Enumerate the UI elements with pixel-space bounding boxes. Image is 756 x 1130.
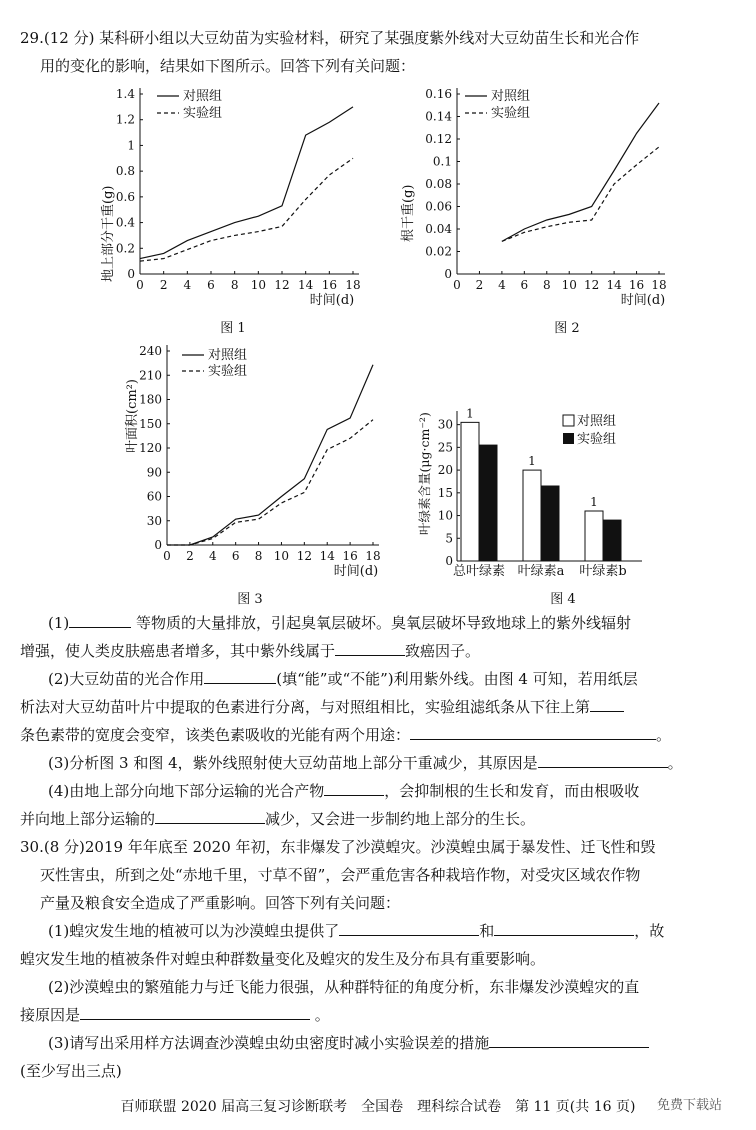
y-tick-label: 5 <box>445 531 453 546</box>
q30-line3: 产量及粮食安全造成了严重影响。回答下列有关问题： <box>40 894 401 912</box>
q30-sub3-text1: (3)请写出采用样方法调查沙漠蝗虫幼虫密度时减小实验误差的措施 <box>48 1034 490 1052</box>
y-tick-label: 150 <box>139 416 162 431</box>
fig2-legend-experiment: 实验组 <box>491 106 531 121</box>
q30-sub3-blank1[interactable] <box>489 1031 649 1048</box>
y-tick-label: 0.8 <box>115 164 135 179</box>
y-tick-label: 240 <box>139 344 162 358</box>
category-label: 叶绿素b <box>579 564 627 579</box>
q30-number: 30. <box>20 838 44 856</box>
q30-sub1-blank1[interactable] <box>339 919 479 936</box>
q30-sub2-text1: (2)沙漠蝗虫的繁殖能力与迁飞能力很强，从种群特征的角度分析，东非爆发沙漠蝗灾的直 <box>48 978 640 996</box>
q29-sub2 <box>48 665 736 693</box>
y-tick-label: 30 <box>146 513 162 528</box>
q30-sub1-text3: ，故 <box>634 922 665 940</box>
y-tick-label: 1 <box>127 138 135 153</box>
fig2-legend-control: 对照组 <box>491 89 531 104</box>
y-tick-label: 15 <box>437 485 453 500</box>
y-tick-label: 0 <box>445 554 453 568</box>
fig3-caption: 图 3 <box>237 592 263 607</box>
q29-sub4-blank2[interactable] <box>155 807 265 824</box>
q29-sub4-text2: ，会抑制根的生长和发育，而由根吸收 <box>384 782 640 800</box>
x-tick-label: 18 <box>345 278 361 292</box>
q29-sub4-text4: 减少，又会进一步制约地上部分的生长。 <box>265 810 536 828</box>
y-tick-label: 0.16 <box>425 87 452 101</box>
x-tick-label: 16 <box>628 278 645 292</box>
figure-2 <box>395 82 685 337</box>
q29-sub4 <box>48 777 736 805</box>
q29-sub4-text3: 并向地上部分运输的 <box>20 810 156 828</box>
x-tick-label: 2 <box>186 549 194 563</box>
experiment-bar <box>541 486 559 561</box>
y-tick-label: 1.2 <box>115 112 135 127</box>
y-tick-label: 0 <box>127 267 135 281</box>
y-tick-label: 0.2 <box>115 241 135 256</box>
x-tick-label: 16 <box>321 278 337 292</box>
experiment-bar <box>479 445 497 561</box>
fig3-ylabel: 叶面积(cm²) <box>125 379 140 453</box>
fig2-plot <box>425 87 666 292</box>
q30-sub3-text2: (至少写出三点) <box>20 1062 122 1080</box>
fig3-legend-control: 对照组 <box>208 348 248 363</box>
fig2-ylabel: 根干重(g) <box>401 184 416 242</box>
x-tick-label: 8 <box>230 278 239 292</box>
q30-sub2-text2: 接原因是 <box>20 1006 81 1024</box>
y-tick-label: 1.4 <box>115 87 135 101</box>
y-tick-label: 10 <box>437 508 453 523</box>
fig2-caption: 图 2 <box>554 321 580 336</box>
q29-sub3 <box>48 749 736 777</box>
q30-sub1-text2: 和 <box>479 922 495 940</box>
y-tick-label: 0.1 <box>432 154 452 169</box>
watermark: 免费下载站 <box>655 1094 724 1113</box>
q29-sub2-blank3[interactable] <box>410 723 656 740</box>
q30-sub1-blank2[interactable] <box>494 919 634 936</box>
x-tick-label: 10 <box>273 549 290 563</box>
q30-line2: 灭性害虫，所到之处“赤地千里，寸草不留”，会严重危害各种栽培作物，对受灾区域农作物 <box>40 866 641 884</box>
q29-sub3-text1: (3)分析图 3 和图 4，紫外线照射使大豆幼苗地上部分干重减少，其原因是 <box>48 754 538 772</box>
q30-line1: (8 分)2019 年年底至 2020 年初，东非爆发了沙漠蝗灾。沙漠蝗虫属于暴发性、迁飞性和毁 <box>43 838 656 856</box>
x-tick-label: 12 <box>274 278 290 292</box>
q30-sub1-cont <box>20 945 736 973</box>
fig1-legend-control: 对照组 <box>183 89 223 104</box>
x-tick-label: 8 <box>254 549 263 563</box>
experiment-bar <box>603 520 621 561</box>
q29-sub3-blank1[interactable] <box>538 751 668 768</box>
q29-sub4-cont <box>20 805 736 833</box>
fig4-caption: 图 4 <box>550 592 576 607</box>
q29-sub2-blank2[interactable] <box>590 695 624 712</box>
y-tick-label: 20 <box>437 463 453 478</box>
x-tick-label: 18 <box>365 549 381 563</box>
q29-stem <box>20 24 736 80</box>
q30-sub2-cont <box>20 1001 736 1029</box>
x-tick-label: 12 <box>296 549 312 563</box>
x-tick-label: 6 <box>520 278 529 292</box>
x-tick-label: 0 <box>453 278 461 292</box>
q29-sub1-cont <box>20 637 736 665</box>
q29-sub1-text3: 致癌因子。 <box>405 642 481 660</box>
q29-sub2-blank1[interactable] <box>204 667 276 684</box>
x-tick-label: 14 <box>319 549 335 563</box>
experiment-series-line <box>167 420 373 545</box>
q29-sub2-text1: (2)大豆幼苗的光合作用 <box>48 670 205 688</box>
q29-line2: 用的变化的影响，结果如下图所示。回答下列有关问题： <box>40 57 416 75</box>
y-tick-label: 120 <box>139 441 162 455</box>
q30-sub1 <box>48 917 736 945</box>
q29-sub1-blank2[interactable] <box>335 639 405 656</box>
q29-sub2-text2: (填“能”或“不能”)利用紫外线。由图 4 可知，若用纸层 <box>276 670 638 688</box>
x-tick-label: 4 <box>208 549 217 563</box>
fig1-legend-experiment: 实验组 <box>183 106 223 121</box>
bar-annotation: 1 <box>466 406 474 421</box>
fig1-ylabel: 地上部分干重(g) <box>101 185 116 282</box>
y-tick-label: 0.06 <box>425 199 452 214</box>
q30-sub3-cont <box>20 1057 736 1085</box>
q30-sub1-text4: 蝗灾发生地的植被条件对蝗虫种群数量变化及蝗灾的发生及分布具有重要影响。 <box>20 950 546 968</box>
y-tick-label: 0 <box>444 267 452 281</box>
y-tick-label: 180 <box>139 392 162 407</box>
x-tick-label: 2 <box>159 278 168 292</box>
q29-sub1-text1: 等物质的大量排放，引起臭氧层破坏。臭氧层破坏导致地球上的紫外线辐射 <box>131 614 632 632</box>
x-tick-label: 4 <box>498 278 506 292</box>
y-tick-label: 90 <box>146 465 162 480</box>
category-label: 总叶绿素 <box>452 564 506 579</box>
x-tick-label: 18 <box>651 278 667 292</box>
fig4-legend-control: 对照组 <box>577 414 617 429</box>
figure-3 <box>120 343 390 608</box>
fig1-caption: 图 1 <box>220 321 246 336</box>
x-tick-label: 14 <box>606 278 622 292</box>
figure-4 <box>415 395 655 608</box>
fig1-xlabel: 时间(d) <box>309 293 355 308</box>
x-tick-label: 0 <box>136 278 144 292</box>
y-tick-label: 0.04 <box>425 222 452 236</box>
figure-1 <box>95 82 370 337</box>
q29-sub2-line2 <box>20 693 736 721</box>
x-tick-label: 4 <box>183 278 192 292</box>
x-tick-label: 16 <box>342 549 358 563</box>
control-bar <box>585 511 603 561</box>
q30-sub2-blank1[interactable] <box>80 1003 310 1020</box>
x-tick-label: 14 <box>298 278 314 292</box>
q29-sub1-label: (1) <box>48 614 70 632</box>
q30-sub3 <box>48 1029 736 1057</box>
x-tick-label: 10 <box>561 278 577 292</box>
q30-sub1-text1: (1)蝗灾发生地的植被可以为沙漠蝗虫提供了 <box>48 922 340 940</box>
x-tick-label: 10 <box>250 278 266 292</box>
page-footer: 百师联盟 2020 届高三复习诊断联考 全国卷 理科综合试卷 第 11 页(共 16 页) <box>120 1099 636 1115</box>
q29-sub3-text2: 。 <box>667 754 683 772</box>
q29-sub1 <box>48 609 736 637</box>
y-tick-label: 0.08 <box>425 177 452 191</box>
q29-sub2-text3: 析法对大豆幼苗叶片中提取的色素进行分离，与对照组相比，实验组滤纸条从下往上第 <box>20 698 591 716</box>
fig4-legend-swatch-experiment <box>563 433 574 444</box>
x-tick-label: 6 <box>231 549 240 563</box>
q29-sub1-text2: 增强，使人类皮肤癌患者增多，其中紫外线属于 <box>20 642 336 660</box>
bar-annotation: 1 <box>590 495 598 509</box>
y-tick-label: 0 <box>154 538 162 552</box>
y-tick-label: 30 <box>437 417 453 432</box>
y-tick-label: 0.14 <box>425 109 452 124</box>
y-tick-label: 0.4 <box>115 215 135 230</box>
control-bar <box>523 470 541 561</box>
q29-line1: (12 分) 某科研小组以大豆幼苗为实验材料，研究了某强度紫外线对大豆幼苗生长和光合作 <box>43 29 640 47</box>
category-label: 叶绿素a <box>517 564 565 579</box>
fig2-xlabel: 时间(d) <box>620 293 666 308</box>
experiment-series-line <box>502 147 659 242</box>
y-tick-label: 0.6 <box>115 189 135 204</box>
q30-sub2-text3: 。 <box>310 1006 330 1024</box>
y-tick-label: 210 <box>139 368 162 383</box>
q30-stem <box>20 833 736 917</box>
q29-sub1-blank1[interactable] <box>69 611 131 628</box>
y-tick-label: 0.02 <box>425 244 452 259</box>
x-tick-label: 12 <box>584 278 600 292</box>
q29-sub4-text1: (4)由地上部分向地下部分运输的光合产物 <box>48 782 325 800</box>
q30-sub2 <box>48 973 736 1001</box>
x-tick-label: 0 <box>163 549 171 563</box>
q29-sub2-text4: 条色素带的宽度会变窄，该类色素吸收的光能有两个用途： <box>20 726 411 744</box>
bar-annotation: 1 <box>528 454 536 469</box>
q29-sub2-text5: 。 <box>656 726 672 744</box>
control-series-line <box>502 103 659 241</box>
fig3-legend-experiment: 实验组 <box>208 364 248 379</box>
y-tick-label: 25 <box>437 440 453 455</box>
fig4-ylabel: 叶绿素含量(μg·cm⁻²) <box>417 412 432 535</box>
fig4-legend-experiment: 实验组 <box>577 432 617 447</box>
y-tick-label: 0.12 <box>425 132 452 146</box>
y-tick-label: 60 <box>146 489 162 504</box>
x-tick-label: 2 <box>475 278 484 292</box>
fig1-plot <box>116 87 361 292</box>
control-series-line <box>167 365 373 545</box>
fig3-xlabel: 时间(d) <box>333 564 379 579</box>
q29-number: 29. <box>20 29 44 47</box>
q29-sub2-line3 <box>20 721 736 749</box>
x-tick-label: 6 <box>207 278 215 292</box>
fig3-plot <box>139 344 381 563</box>
control-bar <box>461 422 479 561</box>
experiment-series-line <box>140 158 353 261</box>
q29-sub4-blank1[interactable] <box>324 779 384 796</box>
fig4-legend-swatch-control <box>563 415 574 426</box>
x-tick-label: 8 <box>542 278 551 292</box>
